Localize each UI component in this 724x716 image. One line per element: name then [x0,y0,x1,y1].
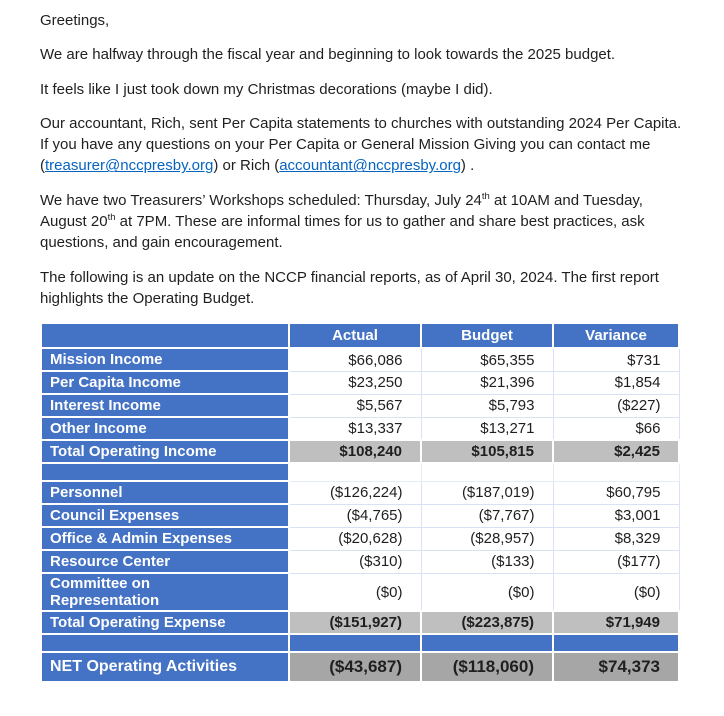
variance-value: $74,373 [553,652,679,682]
paragraph-report-update: The following is an update on the NCCP financial reports, as of April 30, 2024. The first report highlights the Operating Budget. [40,268,659,307]
row-label: Personnel [41,481,289,504]
variance-value: $2,425 [553,440,679,463]
variance-value: $731 [553,348,679,371]
variance-value: ($227) [553,394,679,417]
actual-value: ($4,765) [289,504,421,527]
row-label: Total Operating Income [41,440,289,463]
budget-value: $13,271 [421,417,553,440]
row-label: Committee on Representation [41,573,289,611]
actual-value: $66,086 [289,348,421,371]
table-spacer-row-blue [41,634,679,652]
row-label: NET Operating Activities [41,652,289,682]
table-row-net-operating-activities [41,652,679,682]
row-label: Council Expenses [41,504,289,527]
table-spacer-row [41,463,679,481]
workshops-text-3: at 7PM. These are informal times for us to gather and share best practices, ask questions, and gain encouragement. [40,213,645,252]
variance-value: $60,795 [553,481,679,504]
column-header-budget: Budget [421,323,553,348]
actual-value: $5,567 [289,394,421,417]
budget-value: ($187,019) [421,481,553,504]
budget-value: ($118,060) [421,652,553,682]
budget-value [421,463,553,481]
row-label [41,634,289,652]
variance-value: ($0) [553,573,679,611]
accountant-email-link[interactable]: accountant@nccpresby.org [279,157,461,175]
workshops-text-1: We have two Treasurers’ Workshops scheduled: Thursday, July 24 [40,191,482,209]
budget-value: $5,793 [421,394,553,417]
paragraph-greeting: Greetings, [40,12,110,29]
ordinal-superscript: th [481,190,490,202]
table-row-committee-on-representation [41,573,679,611]
row-label: Office & Admin Expenses [41,527,289,550]
actual-value [289,634,421,652]
paragraph-workshops [40,190,682,254]
table-row-other-income [41,417,679,440]
actual-value: ($310) [289,550,421,573]
actual-value: ($151,927) [289,611,421,634]
table-row-resource-center [41,550,679,573]
budget-value: ($133) [421,550,553,573]
workshops-text-2: at 10AM and Tuesday, August 20 [40,191,643,231]
row-label: Per Capita Income [41,371,289,394]
row-label: Total Operating Expense [41,611,289,634]
actual-value: ($43,687) [289,652,421,682]
column-header-actual: Actual [289,323,421,348]
variance-value: $71,949 [553,611,679,634]
ordinal-superscript: th [107,212,116,224]
budget-value: $65,355 [421,348,553,371]
table-row-mission-income [41,348,679,371]
column-header-variance: Variance [553,323,679,348]
actual-value: $13,337 [289,417,421,440]
budget-value: ($28,957) [421,527,553,550]
table-row-total-operating-expense [41,611,679,634]
variance-value: $66 [553,417,679,440]
table-header-row [41,323,679,348]
actual-value: ($20,628) [289,527,421,550]
table-row-council-expenses [41,504,679,527]
variance-value: ($177) [553,550,679,573]
budget-value: ($0) [421,573,553,611]
operating-budget-table [40,322,680,683]
budget-value: ($7,767) [421,504,553,527]
paragraph-christmas: It feels like I just took down my Christmas decorations (maybe I did). [40,80,493,98]
variance-value: $1,854 [553,371,679,394]
table-row-interest-income [41,394,679,417]
budget-value [421,634,553,652]
contact-text-2: ) or Rich ( [213,157,280,175]
paragraph-contact [40,113,682,177]
table-row-personnel [41,481,679,504]
budget-value: ($223,875) [421,611,553,634]
table-row-total-operating-income [41,440,679,463]
budget-value: $105,815 [421,440,553,463]
variance-value [553,634,679,652]
header-corner-cell [41,323,289,348]
row-label: Other Income [41,417,289,440]
row-label [41,463,289,481]
variance-value: $8,329 [553,527,679,550]
paragraph-fiscal-year: We are halfway through the fiscal year and beginning to look towards the 2025 budget. [40,46,616,64]
actual-value: $108,240 [289,440,421,463]
budget-value: $21,396 [421,371,553,394]
table-row-per-capita-income [41,371,679,394]
actual-value: $23,250 [289,371,421,394]
variance-value: $3,001 [553,504,679,527]
contact-text-3: ) . [460,157,475,175]
actual-value [289,463,421,481]
actual-value: ($126,224) [289,481,421,504]
row-label: Resource Center [41,550,289,573]
row-label: Mission Income [41,348,289,371]
variance-value [553,463,679,481]
table-row-office-admin-expenses [41,527,679,550]
row-label: Interest Income [41,394,289,417]
actual-value: ($0) [289,573,421,611]
treasurer-email-link[interactable]: treasurer@nccpresby.org [45,157,214,175]
contact-text-1: Our accountant, Rich, sent Per Capita statements to churches with outstanding 2024 Per Capita. If you have any questions on your Per Capita or General Mission Giving you can contact me ( [40,114,682,175]
